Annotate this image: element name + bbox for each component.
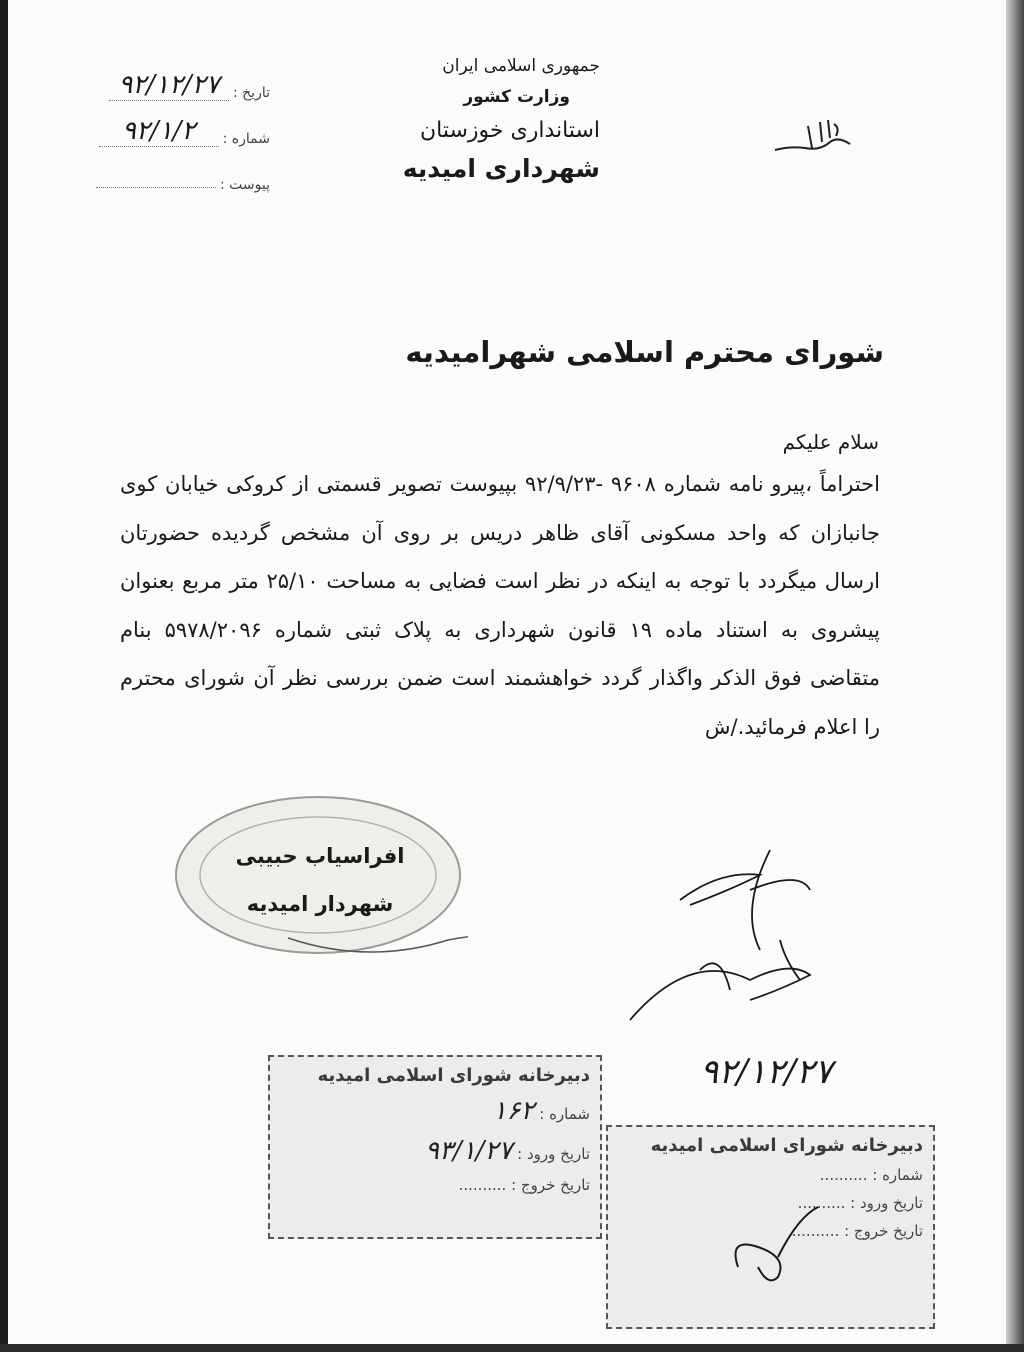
stamp-2-title: دبیرخانه شورای اسلامی امیدیه	[650, 1135, 923, 1156]
letter-meta	[60, 55, 270, 193]
stamp-1-in-date-row	[270, 1126, 600, 1166]
letterhead	[350, 58, 600, 181]
stamp-1-number-row	[270, 1086, 600, 1126]
stamp-1-out-date-label: تاریخ خروج :	[511, 1176, 590, 1194]
handwritten-signature-icon	[610, 830, 840, 1030]
secretariat-stamp-1	[268, 1055, 602, 1239]
stamp-2-out-date-label: تاریخ خروج :	[844, 1222, 923, 1240]
signer-block	[215, 832, 425, 928]
letterhead-republic: جمهوری اسلامی ایران	[442, 56, 600, 76]
meta-number-label: شماره :	[222, 131, 270, 147]
meta-number-row	[60, 101, 270, 147]
stamp-1-number-value: ۱۶۲	[492, 1096, 535, 1126]
signer-name: افراسیاب حبیبی	[235, 844, 405, 868]
stamp-2-number-row	[608, 1156, 933, 1184]
meta-date-row	[60, 55, 270, 101]
stamp-1-out-date-dots: ..........	[458, 1176, 507, 1194]
meta-date-label: تاریخ :	[232, 85, 270, 101]
meta-attachment-row	[60, 147, 270, 193]
stamp-2-out-date-dots: ..........	[791, 1222, 840, 1240]
scan-edge-bottom	[0, 1344, 1024, 1352]
stamp-2-in-date-dots: ..........	[797, 1194, 846, 1212]
handwritten-mark-icon	[718, 1197, 838, 1287]
scan-edge-right	[1006, 0, 1024, 1352]
signer-title: شهردار امیدیه	[246, 892, 394, 916]
letterhead-governorate: استانداری خوزستان	[419, 118, 600, 143]
meta-date-value: ۹۲/۱۲/۲۷	[109, 70, 229, 101]
meta-attachment-dots	[96, 186, 216, 188]
greeting: سلام علیکم	[782, 430, 879, 454]
stamp-1-out-date-row	[270, 1166, 600, 1194]
stamp-2-number-label: شماره :	[872, 1166, 923, 1184]
stamp-2-number-dots: ..........	[819, 1166, 868, 1184]
stamp-1-in-date-value: ۹۳/۱/۲۷	[425, 1136, 513, 1166]
secretariat-stamp-2	[606, 1125, 935, 1329]
stamp-1-in-date-label: تاریخ ورود :	[517, 1145, 590, 1163]
recipient-title: شورای محترم اسلامی شهرامیدیه	[405, 335, 884, 369]
stamp-1-title: دبیرخانه شورای اسلامی امیدیه	[317, 1065, 590, 1086]
scan-edge-left	[0, 0, 8, 1352]
meta-number-value: ۹۲/۱/۲	[99, 116, 219, 147]
stamp-1-number-label: شماره :	[539, 1105, 590, 1123]
handwritten-date: ۹۲/۱۲/۲۷	[700, 1052, 833, 1092]
letter-body: احتراماً ،پیرو نامه شماره ۹۶۰۸ -۹۲/۹/۲۳ بپیوست تصویر قسمتی از کروکی خیابان کوی جانبازان که واحد مسکونی آقای ظاهر دریس بر روی آن مشخص گردیده حضورتان ارسال میگردد با توجه به اینکه در نظر است فضایی به مساحت ۲۵/۱۰ متر مربع بعنوان پیشروی به استناد ماده ۱۹ قانون شهرداری به پلاک ثبتی شماره ۵۹۷۸/۲۰۹۶ بنام متقاضی فوق الذکر واگذار گردد خواهشمند است ضمن بررسی نظر آن شورای محترم را اعلام فرمائید./ش	[120, 472, 880, 739]
stamp-2-in-date-label: تاریخ ورود :	[850, 1194, 923, 1212]
letterhead-ministry: وزارت کشور	[463, 87, 570, 107]
meta-attachment-label: پیوست :	[220, 177, 270, 193]
letterhead-municipality: شهرداری امیدیه	[402, 154, 600, 183]
bismillah-calligraphy-icon	[770, 108, 860, 168]
